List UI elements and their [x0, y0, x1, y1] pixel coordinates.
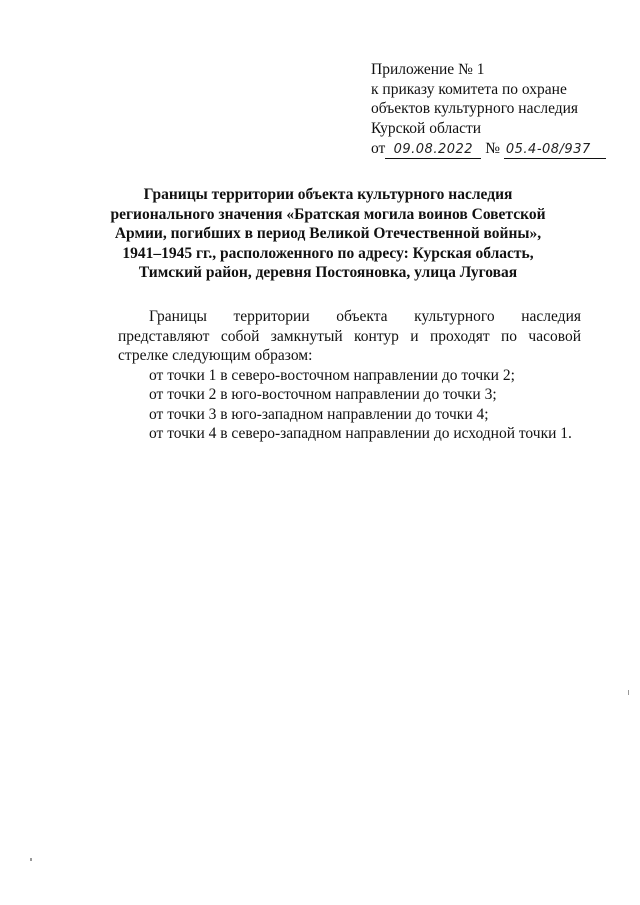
boundary-points-list [118, 366, 581, 444]
handwritten-order-number: 05.4-08/937 [504, 142, 606, 159]
handwritten-date: 09.08.2022 [385, 142, 481, 159]
appendix-committee: объектов культурного наследия [371, 100, 579, 117]
appendix-region: Курской области [371, 119, 482, 137]
number-sign: № [485, 140, 500, 157]
document-title [100, 185, 556, 283]
title-line: Тимский район, деревня Постояновка, улица Луговая [138, 264, 518, 281]
list-item: от точки 3 в юго-западном направлении до точки 4; [149, 405, 489, 423]
appendix-order-ref: к приказу комитета по охране [371, 80, 567, 98]
date-prefix: от [371, 140, 386, 157]
title-line: Армии, погибших в период Великой Отечественной войны», [114, 225, 542, 242]
list-item: от точки 4 в северо-западном направлении до исходной точки 1. [149, 425, 572, 442]
scan-speck [30, 858, 32, 861]
appendix-block [371, 60, 621, 159]
title-line: 1941–1945 гг., расположенного по адресу: Курская область, [122, 244, 534, 262]
scan-speck [628, 690, 629, 695]
order-date-number-line [371, 139, 621, 159]
intro-paragraph: Границы территории объекта культурного наследия представляют собой замкнутый контур и проходят по часовой стрелке следующим образом: [118, 308, 581, 364]
list-item: от точки 2 в юго-восточном направлении до точки 3; [149, 386, 497, 403]
title-line: регионального значения «Братская могила воинов Советской [110, 205, 546, 223]
appendix-title: Приложение № 1 [371, 61, 485, 78]
list-item: от точки 1 в северо-восточном направлении до точки 2; [149, 366, 515, 384]
document-body [118, 307, 581, 444]
title-line: Границы территории объекта культурного наследия [143, 186, 513, 203]
